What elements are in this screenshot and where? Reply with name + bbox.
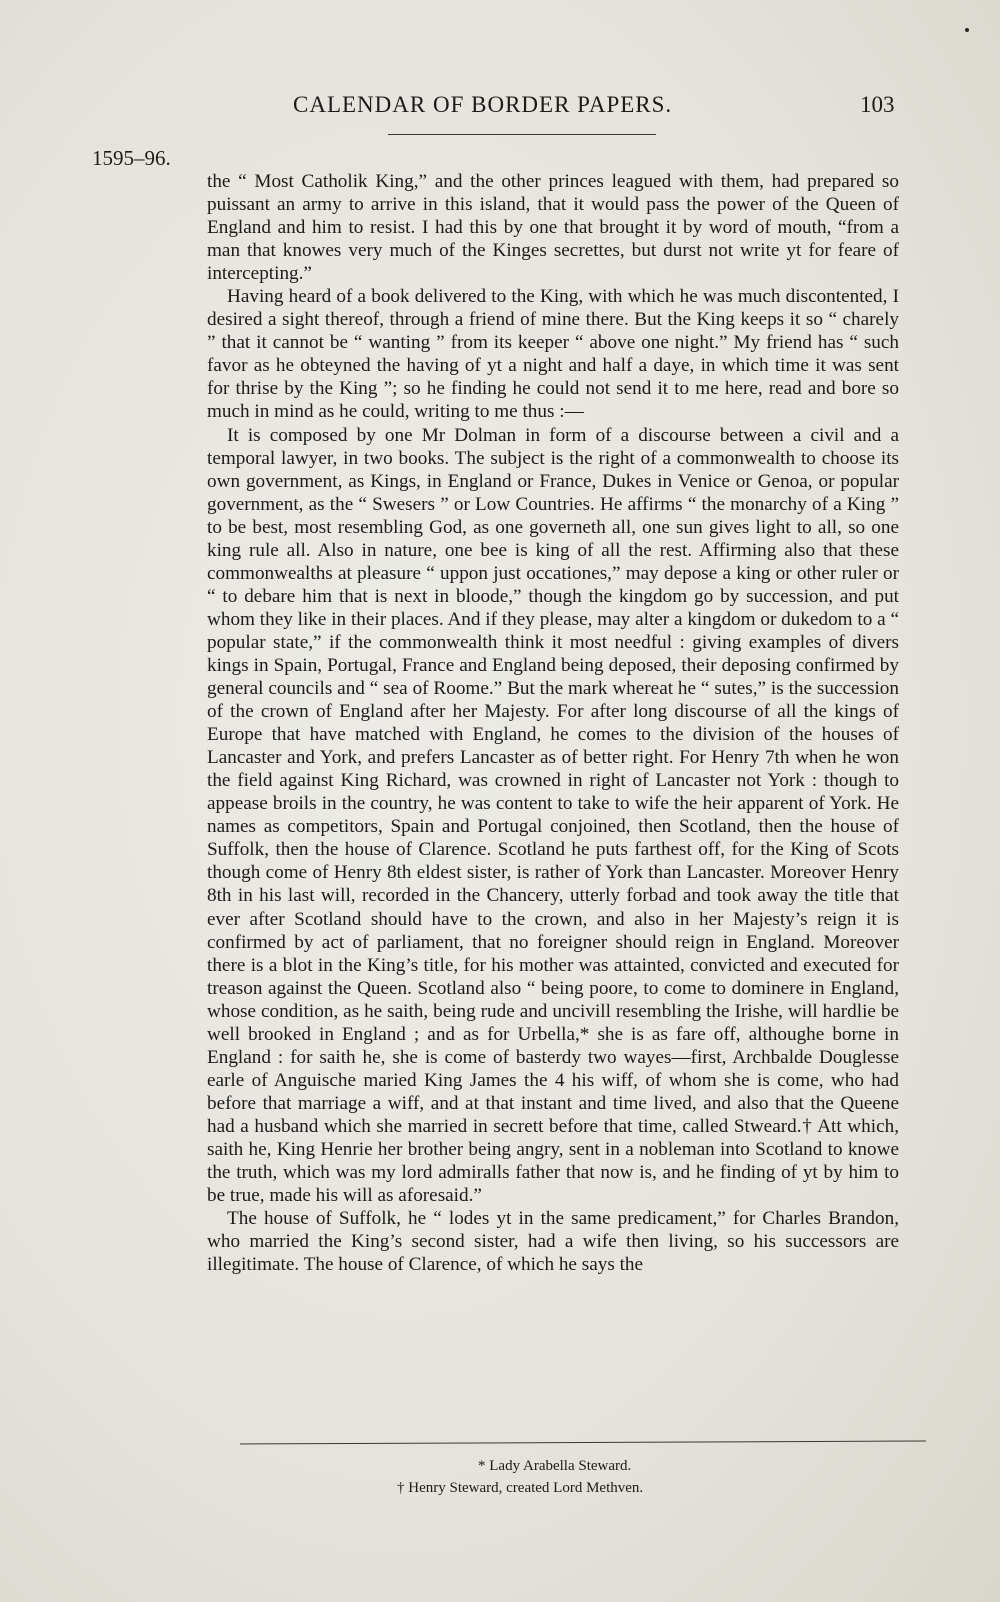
ink-speck xyxy=(965,28,969,32)
paragraph: It is composed by one Mr Dolman in form of a discourse between a civil and a temporal lawyer, in two books. The subject is the right of a commonwealth to choose its own government, as Kings, in England or France, Dukes in Venice or Genoa, or popular government, as the “ Swesers ” or Low Countries. He affirms “ the monarchy of a King ” to be best, most resembling God, as one governeth all, one sun gives light to all, so one king rule all. Also in nature, one bee is king of all the rest. Affirming also that these commonwealths at pleasure “ uppon just occationes,” may depose a king or other ruler or “ to debare him that is next in bloode,” though the kingdom go by succession, and put whom they like in their places. And if they please, may alter a kingdom or dukedom to a “ popular state,” if the commonwealth think it most needful : giving examples of divers kings in Spain, Portugal, France and England being deposed, their deposing confirmed by general councils and “ sea of Roome.” But the mark whereat he “ sutes,” is the succession of the crown of England after her Majesty. For after long discourse of all the kings of Europe that have matched with England, he comes to the division of the houses of Lancaster and York, and prefers Lancaster as of better right. For Henry 7th when he won the field against King Richard, was crowned in right of Lancaster not York : though to appease broils in the country, he was content to take to wife the heir apparent of York. He names as competitors, Spain and Portugal conjoined, then Scotland, then the house of Suffolk, then the house of Clarence. Scotland he puts farthest off, for the King of Scots though come of Henry 8th eldest sister, is rather of York than Lancaster. Moreover Henry 8th in his last will, recorded in the Chancery, utterly forbad and took away the title that ever after Scotland should have to the crown, and also in her Majesty’s reign it is confirmed by act of parliament, that no foreigner should reign in England. Moreover there is a blot in the King’s title, for his mother was attainted, convicted and executed for treason against the Queen. Scotland also “ being poore, to come to dominere in England, whose condition, as he saith, being rude and uncivill resembling the Irishe, will hardlie be well brooked in England ; and as for Urbella,* she is as fare off, althoughe borne in England : for saith he, she is come of basterdy two wayes—first, Archbalde Douglesse earle of Anguische maried King James the 4 his wiff, of whom she is come, who had before that marriage a wiff, and at that instant and time lived, and also that the Queene had a husband which she married in secrett before that time, called Stweard.† Att which, saith he, King Henrie her brother being angry, sent in a nobleman into Scotland to knowe the truth, which was my lord admiralls father that now is, and he finding of yt by him to be true, made his will as aforesaid.” xyxy=(207,424,899,1207)
paragraph: the “ Most Catholik King,” and the other princes leagued with them, had prepared so puissant an army to arrive in this island, that it would pass the power of the Queen of England and him to resist. I had this by one that brought it by word of mouth, “from a man that knowes very much of the Kinges secrettes, but durst not write yt for feare of intercepting.” xyxy=(207,171,899,285)
page-header xyxy=(0,88,1000,128)
footnote: * Lady Arabella Steward. xyxy=(478,1458,632,1474)
margin-year: 1595–96. xyxy=(92,146,171,170)
running-title: CALENDAR OF BORDER PAPERS. xyxy=(293,92,673,117)
paragraph: Having heard of a book delivered to the King, with which he was much discontented, I desired a sight thereof, through a friend of mine there. But the King keeps it so “ charely ” that it cannot be “ wanting ” from its keeper “ above one night.” My friend has “ such favor as he obteyned the having of yt a night and half a daye, in which time it was sent for thrise by the King ”; so he finding he could not send it to me here, read and bore so much in mind as he could, writing to me thus :— xyxy=(207,286,899,423)
paragraph: The house of Suffolk, he “ lodes yt in the same predicament,” for Charles Brandon, who married the King’s second sister, had a wife then living, so his successors are illegitimate. The house of Clarence, of which he says the xyxy=(207,1208,899,1276)
footnotes xyxy=(380,1455,800,1499)
footnote: † Henry Steward, created Lord Methven. xyxy=(397,1480,644,1496)
header-rule xyxy=(388,134,656,135)
body-text xyxy=(207,170,899,1276)
footnote-rule xyxy=(240,1441,926,1445)
page-number: 103 xyxy=(860,92,895,117)
